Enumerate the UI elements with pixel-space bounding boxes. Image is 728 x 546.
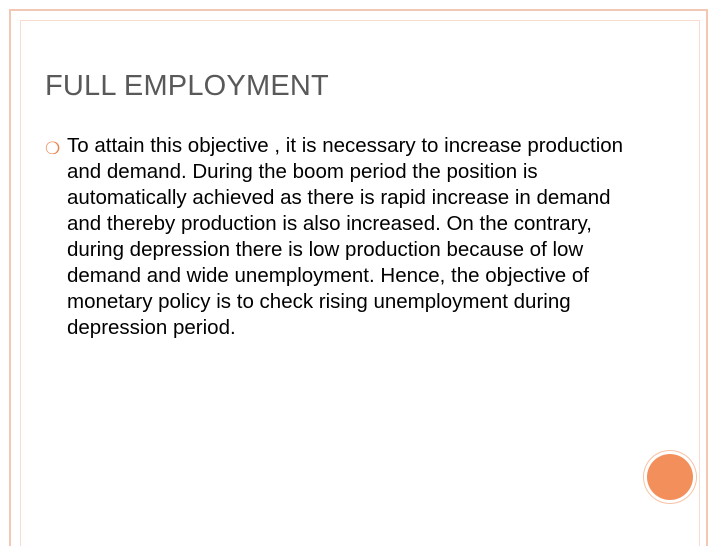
corner-circle-decoration: [647, 454, 693, 500]
bullet-text: To attain this objective , it is necessary to increase production and demand. During the boom period the position is automatically achieved as there is rapid increase in demand and thereby production is also increased. On the contrary, during depression there is low production because of low demand and wide unemployment. Hence, the objective of monetary policy is to check rising unemployment during depression period.: [67, 134, 624, 339]
slide-title: FULL EMPLOYMENT: [45, 70, 329, 102]
bullet-list: [45, 133, 635, 341]
round-arc-bullet-icon: ❍: [45, 139, 61, 158]
bullet-item: [45, 133, 635, 341]
